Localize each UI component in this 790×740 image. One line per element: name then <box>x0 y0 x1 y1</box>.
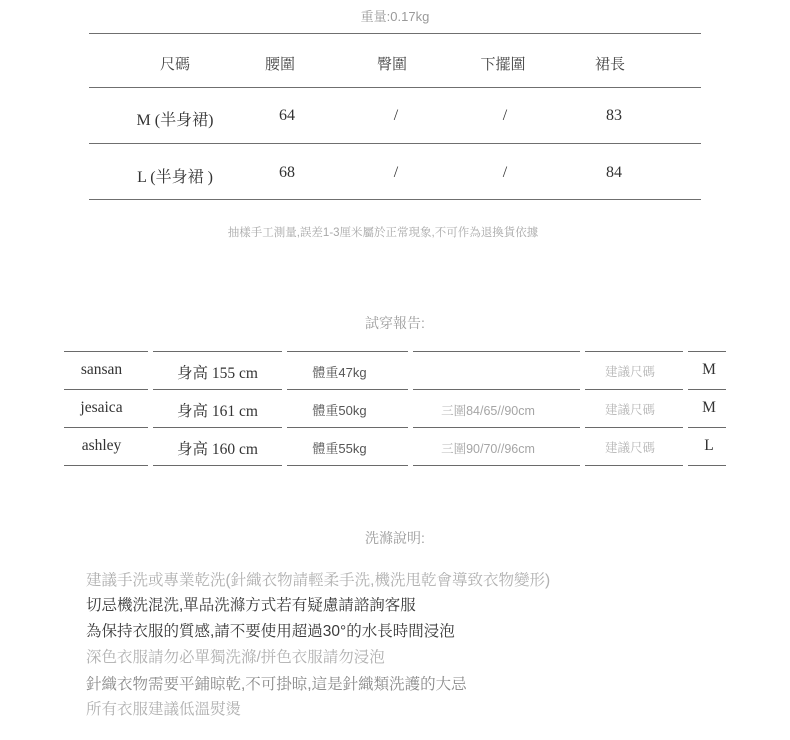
care-line: 深色衣服請勿必單獨洗滌/拼色衣服請勿浸泡 <box>86 649 385 666</box>
table-cell: 84 <box>606 164 622 181</box>
table-rule <box>688 351 726 352</box>
table-rule <box>64 351 148 352</box>
table-rule <box>688 427 726 428</box>
weight-label: 重量:0.17kg <box>360 9 430 24</box>
care-line: 建議手洗或專業乾洗(針織衣物請輕柔手洗,機洗甩乾會導致衣物變形) <box>86 572 551 589</box>
table-rule <box>413 465 580 466</box>
table-cell: 68 <box>279 164 295 181</box>
table-rule <box>64 389 148 390</box>
table-rule <box>585 427 683 428</box>
table-cell: / <box>393 164 399 181</box>
tryon-weight: 體重50kg <box>312 403 367 418</box>
table-rule <box>64 465 148 466</box>
tryon-size: M <box>702 399 716 416</box>
table-cell: 83 <box>606 107 622 124</box>
header-waist: 腰圍 <box>264 56 295 73</box>
table-cell: 64 <box>279 107 295 124</box>
table-rule <box>413 351 580 352</box>
table-cell: / <box>502 164 508 181</box>
table-rule <box>287 465 408 466</box>
tryon-title: 試穿報告: <box>365 315 425 331</box>
tryon-size: M <box>702 361 716 378</box>
tryon-name: jesaica <box>80 399 123 416</box>
table-cell: / <box>393 107 399 124</box>
care-line: 針織衣物需要平鋪晾乾,不可掛晾,這是針織類洗護的大忌 <box>86 676 467 693</box>
table-cell: L (半身裙 ) <box>137 169 213 186</box>
tryon-suggest-label: 建議尺碼 <box>604 365 655 379</box>
table-rule <box>64 427 148 428</box>
tryon-measurements: 三圍84/65//90cm <box>441 404 535 418</box>
measurement-note: 抽樣手工測量,誤差1-3厘米屬於正常現象,不可作為退換貨依據 <box>227 227 539 239</box>
table-rule <box>585 465 683 466</box>
header-hip: 臀圍 <box>376 56 407 73</box>
care-line: 所有衣服建議低溫熨燙 <box>86 701 242 718</box>
table-rule <box>153 389 282 390</box>
tryon-height: 身高 161 cm <box>177 403 258 420</box>
table-cell: / <box>502 107 508 124</box>
tryon-height: 身高 160 cm <box>177 441 258 458</box>
care-title: 洗滌說明: <box>365 530 425 546</box>
tryon-suggest-label: 建議尺碼 <box>604 441 655 455</box>
header-length: 裙長 <box>594 56 625 73</box>
table-rule <box>688 389 726 390</box>
table-rule <box>153 427 282 428</box>
table-rule <box>153 465 282 466</box>
tryon-measurements: 三圍90/70//96cm <box>441 442 535 456</box>
table-rule <box>413 427 580 428</box>
tryon-name: ashley <box>81 437 122 454</box>
table-rule <box>287 351 408 352</box>
header-size: 尺碼 <box>159 56 190 73</box>
care-line: 為保持衣服的質感,請不要使用超過30°的水長時間浸泡 <box>86 623 455 640</box>
header-hem: 下擺圍 <box>480 56 526 73</box>
tryon-weight: 體重47kg <box>312 365 367 380</box>
tryon-suggest-label: 建議尺碼 <box>604 403 655 417</box>
tryon-name: sansan <box>80 361 123 378</box>
tryon-height: 身高 155 cm <box>177 365 258 382</box>
table-rule <box>585 351 683 352</box>
table-rule <box>89 143 701 144</box>
table-rule <box>585 389 683 390</box>
table-rule <box>688 465 726 466</box>
tryon-weight: 體重55kg <box>312 441 367 456</box>
table-rule <box>153 351 282 352</box>
table-rule <box>89 199 701 200</box>
table-rule <box>89 33 701 34</box>
care-line: 切忌機洗混洗,單品洗滌方式若有疑慮請諮詢客服 <box>86 597 416 614</box>
table-rule <box>287 427 408 428</box>
table-rule <box>413 389 580 390</box>
tryon-size: L <box>704 437 714 454</box>
table-rule <box>89 87 701 88</box>
table-cell: M (半身裙) <box>136 112 214 129</box>
table-rule <box>287 389 408 390</box>
